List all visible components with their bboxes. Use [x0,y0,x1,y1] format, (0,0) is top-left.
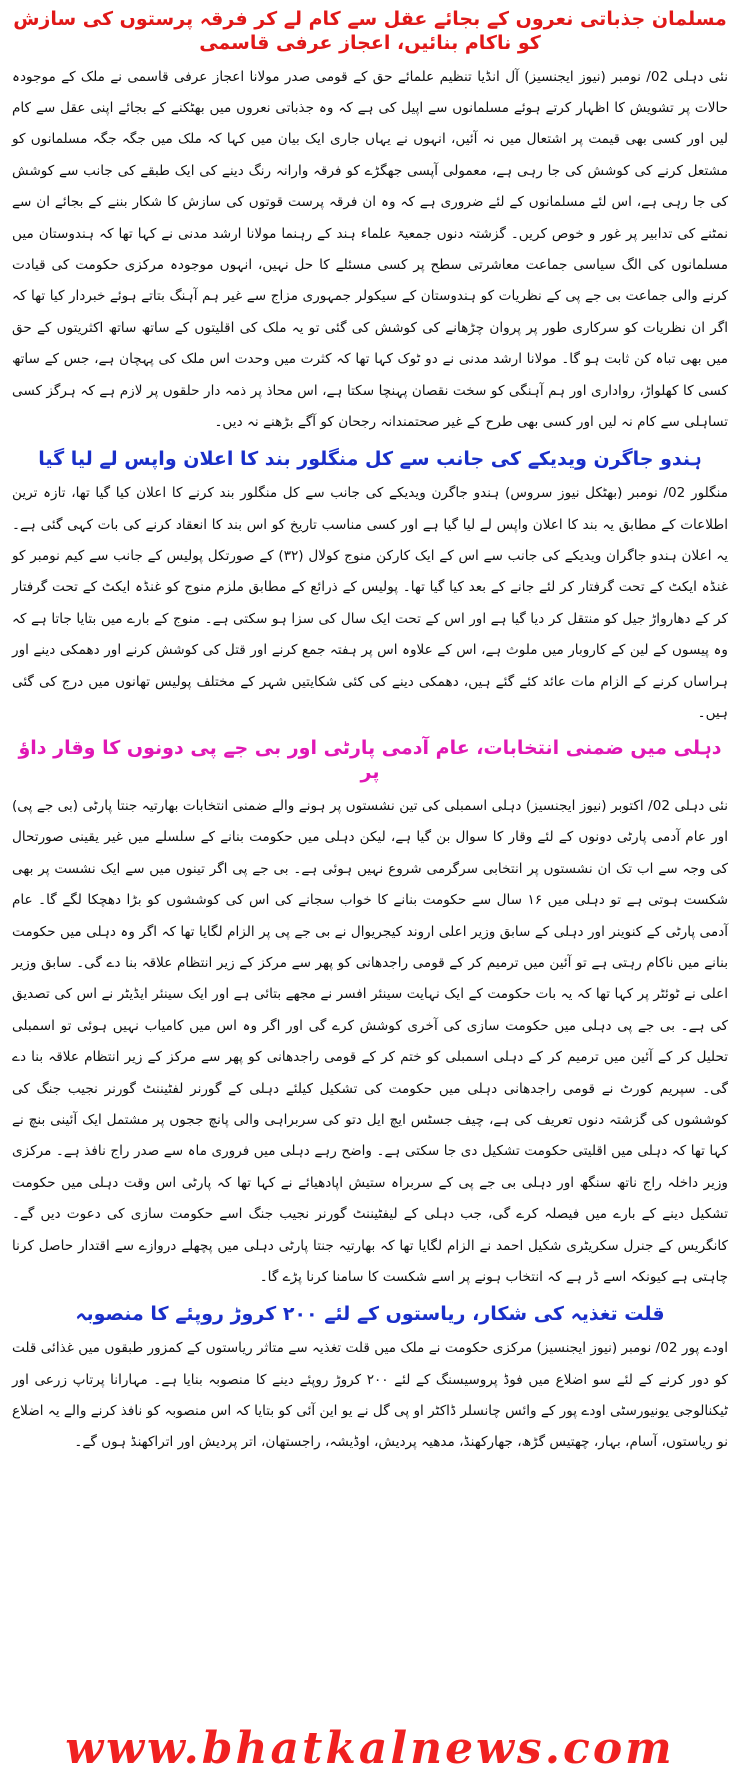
article-4-body: اودے پور 02/ نومبر (نیوز ایجنسیز) مرکزی حکومت نے ملک میں قلت تغذیہ سے متاثر ریاستوں کے کمزور طبقوں میں غذائی قلت کو دور کرنے کے لئے سو اضلاع میں فوڈ پروسیسنگ کے لئے ۲۰۰ کروڑ روپئے دینے کا منصوبہ بنایا ہے۔ مہارانا پرتاپ زرعی اور ٹیکنالوجی یونیورسٹی اودے پور کے وائس چانسلر ڈاکٹر او پی گل نے یو این آئی کو بتایا کہ اس منصوبہ کو نافذ کرنے والے یہ اضلاع نو ریاستوں، آسام، بہار، چھتیس گڑھ، جھارکھنڈ، مدھیہ پردیش، اوڈیشہ، راجستھان، اتر پردیش اور اتراکھنڈ ہوں گے۔ [12,1340,728,1451]
website-watermark: www.bhatkalnews.com [65,1723,675,1774]
article-2-headline: ہندو جاگرن ویدیکے کی جانب سے کل منگلور بند کا اعلان واپس لے لیا گیا [38,448,702,471]
article-1-body: نئی دہلی 02/ نومبر (نیوز ایجنسیز) آل انڈیا تنظیم علمائے حق کے قومی صدر مولانا اعجاز عرفی قاسمی نے ملک کے موجودہ حالات پر تشویش کا اظہار کرتے ہوئے مسلمانوں سے اپیل کی ہے کہ وہ جذباتی نعروں میں بھٹکنے کے بجائے اپنی عقل سے کام لیں اور کسی بھی قیمت پر اشتعال میں نہ آئیں، انہوں نے یہاں جاری ایک بیان میں کہا کہ ملک میں جگہ جگہ مسلمانوں کو مشتعل کرنے کی کوشش کی جا رہی ہے، معمولی آپسی جھگڑے کو فرقہ وارانہ رنگ دینے کی ایک طبقے کی جانب سے کوشش کی جا رہی ہے، اس لئے مسلمانوں کے لئے ضروری ہے کہ وہ ان فرقہ پرست قوتوں کی سازش کا شکار بننے کے بجائے ان سے نمٹنے کی تدابیر پر غور و خوص کریں۔ گزشتہ دنوں جمعیۃ علماء ہند کے رہنما مولانا ارشد مدنی نے کہا تھا کہ ہندوستان میں مسلمانوں کی الگ سیاسی جماعت معاشرتی سطح پر کسی مسئلے کا حل نہیں، انہوں موجودہ مرکزی حکومت کی قیادت کرنے والی جماعت بی جے پی کے نظریات کو ہندوستان کے سیکولر جمہوری مزاج سے غیر ہم آہنگ بتاتے ہوئے خبردار کیا تھا کہ اگر ان نظریات کو سرکاری طور پر پروان چڑھانے کی کوشش کی گئی تو یہ ملک کی اقلیتوں کے ساتھ ساتھ اکثریتوں کے حق میں بھی تباہ کن ثابت ہو گا۔ مولانا ارشد مدنی نے دو ٹوک کہا تھا کہ کثرت میں وحدت اس ملک کی پہچان ہے، جس کے ساتھ کسی کا کھلواڑ، رواداری اور ہم آہنگی کو سخت نقصان پہنچا سکتا ہے، اس محاذ پر ذمہ دار حلقوں پر لازم ہے کہ ہرگز کسی تساہلی سے کام نہ لیں اور کسی بھی طرح کے غیر صحتمندانہ رجحان کو آگے بڑھنے نہ دیں۔ [12,68,728,430]
article-3-headline: دہلی میں ضمنی انتخابات، عام آدمی پارٹی اور بی جے پی دونوں کا وقار داؤ پر [18,737,722,784]
article-1-headline: مسلمان جذباتی نعروں کے بجائے عقل سے کام لے کر فرقہ پرستوں کی سازش کو ناکام بنائیں، اعجاز عرفی قاسمی [13,8,727,54]
article-4-headline: قلت تغذیہ کی شکار، ریاستوں کے لئے ۲۰۰ کروڑ روپئے کا منصوبہ [75,1303,665,1326]
article-3-body: نئی دہلی 02/ اکتوبر (نیوز ایجنسیز) دہلی اسمبلی کی تین نشستوں پر ہونے والے ضمنی انتخابات بھارتیہ جنتا پارٹی (بی جے پی) اور عام آدمی پارٹی دونوں کے لئے وقار کا سوال بن گیا ہے، لیکن دہلی میں حکومت بنانے کے سلسلے میں غیر یقینی صورتحال کی وجہ سے اب تک ان نشستوں پر انتخابی سرگرمی شروع نہیں ہوئی ہے۔ بی جے پی اگر تینوں میں سے ایک نشست پر بھی شکست ہوتی ہے تو دہلی میں ۱۶ سال سے حکومت بنانے کا خواب سجانے کی اس کی کوششوں کو بڑا دھچکا لگے گا۔ عام آدمی پارٹی کے کنوینر اور دہلی کے سابق وزیر اعلی اروند کیجریوال نے بی جے پی پر الزام لگایا تھا کہ اگر وہ دہلی میں حکومت بنانے میں ناکام رہتی ہے تو آئین میں ترمیم کر کے قومی راجدھانی کو پھر سے مرکز کے زیر انتظام علاقہ بنا دے گی۔ سابق وزیر اعلی نے ٹوئٹر پر کہا تھا کہ یہ بات حکومت کے ایک نہایت سینئر افسر نے مجھے بتائی ہے اور ایک سینئر ایڈیٹر نے اس کی تصدیق کی ہے۔ بی جے پی دہلی میں حکومت سازی کی آخری کوشش کرے گی اور اگر وہ اس میں کامیاب نہیں ہوئی تو اسمبلی تحلیل کر کے آئین میں ترمیم کر کے دہلی اسمبلی کو ختم کر کے قومی راجدھانی کو پھر سے مرکز کے زیر انتظام علاقہ بنا دے گی۔ سپریم کورٹ نے قومی راجدھانی دہلی میں حکومت کی تشکیل کیلئے دہلی کے گورنر لفٹیننٹ گورنر نجیب جنگ کی کوششوں کی گزشتہ دنوں تعریف کی ہے، چیف جسٹس ایچ ایل دتو کی سربراہی والی پانچ ججوں پر مشتمل ایک آئینی بنچ نے کہا تھا کہ دہلی میں اقلیتی حکومت تشکیل دی جا سکتی ہے۔ واضح رہے دہلی میں فروری ماہ سے صدر راج نافذ ہے۔ مرکزی وزیر داخلہ راج ناتھ سنگھ اور دہلی بی جے پی کے سربراہ ستیش اپادھیائے نے کہا تھا کہ پارٹی اس وقت دہلی میں حکومت تشکیل دینے کے بارے میں فیصلہ کرے گی، جب دہلی کے لیفٹیننٹ گورنر نجیب جنگ اسے حکومت سازی کی دعوت دیں گے۔ کانگریس کے جنرل سکریٹری شکیل احمد نے الزام لگایا تھا کہ بھارتیہ جنتا پارٹی دہلی میں پچھلے دروازے سے اقتدار حاصل کرنا چاہتی ہے کیونکہ اسے ڈر ہے کہ انتخاب ہونے پر اسے شکست کا سامنا کرنا پڑے گا۔ [12,797,728,1285]
article-2-body: منگلور 02/ نومبر (بھٹکل نیوز سروس) ہندو جاگرن ویدیکے کی جانب سے کل منگلور بند کرنے کا اعلان کیا گیا تھا، تازہ ترین اطلاعات کے مطابق یہ بند کا اعلان واپس لے لیا گیا ہے اور کسی مناسب تاریخ کو اس بند کا انعقاد کرنے کی بات کہی گئی ہے۔ یہ اعلان ہندو جاگران ویدیکے کی جانب سے اس کے ایک کارکن منوج کولال (۳۲) کے صورتکل پولیس کے جانب سے کیم نومبر کو غنڈہ ایکٹ کے تحت گرفتار کر لئے جانے کے بعد کیا گیا تھا۔ پولیس کے ذرائع کے مطابق ملزم منوج کو غنڈہ ایکٹ کے تحت گرفتار کر کے دھارواڑ جیل کو منتقل کر دیا گیا ہے اور اس کے تحت ایک سال کی سزا ہو سکتی ہے۔ منوج کے بارے میں بتایا جاتا ہے کہ وہ پیسوں کے لین کے کاروبار میں ملوث ہے، اس کے علاوہ اس پر ہفتہ جمع کرنے اور قتل کی کوشش کرنے اور دھمکی دینے اور ہراساں کرنے کے الزام مات عائد کئے گئے ہیں، دھمکی دینے کی کئی شکایتیں شہر کے مختلف پولیس تھانوں میں درج کی گئی ہیں۔ [12,485,729,721]
